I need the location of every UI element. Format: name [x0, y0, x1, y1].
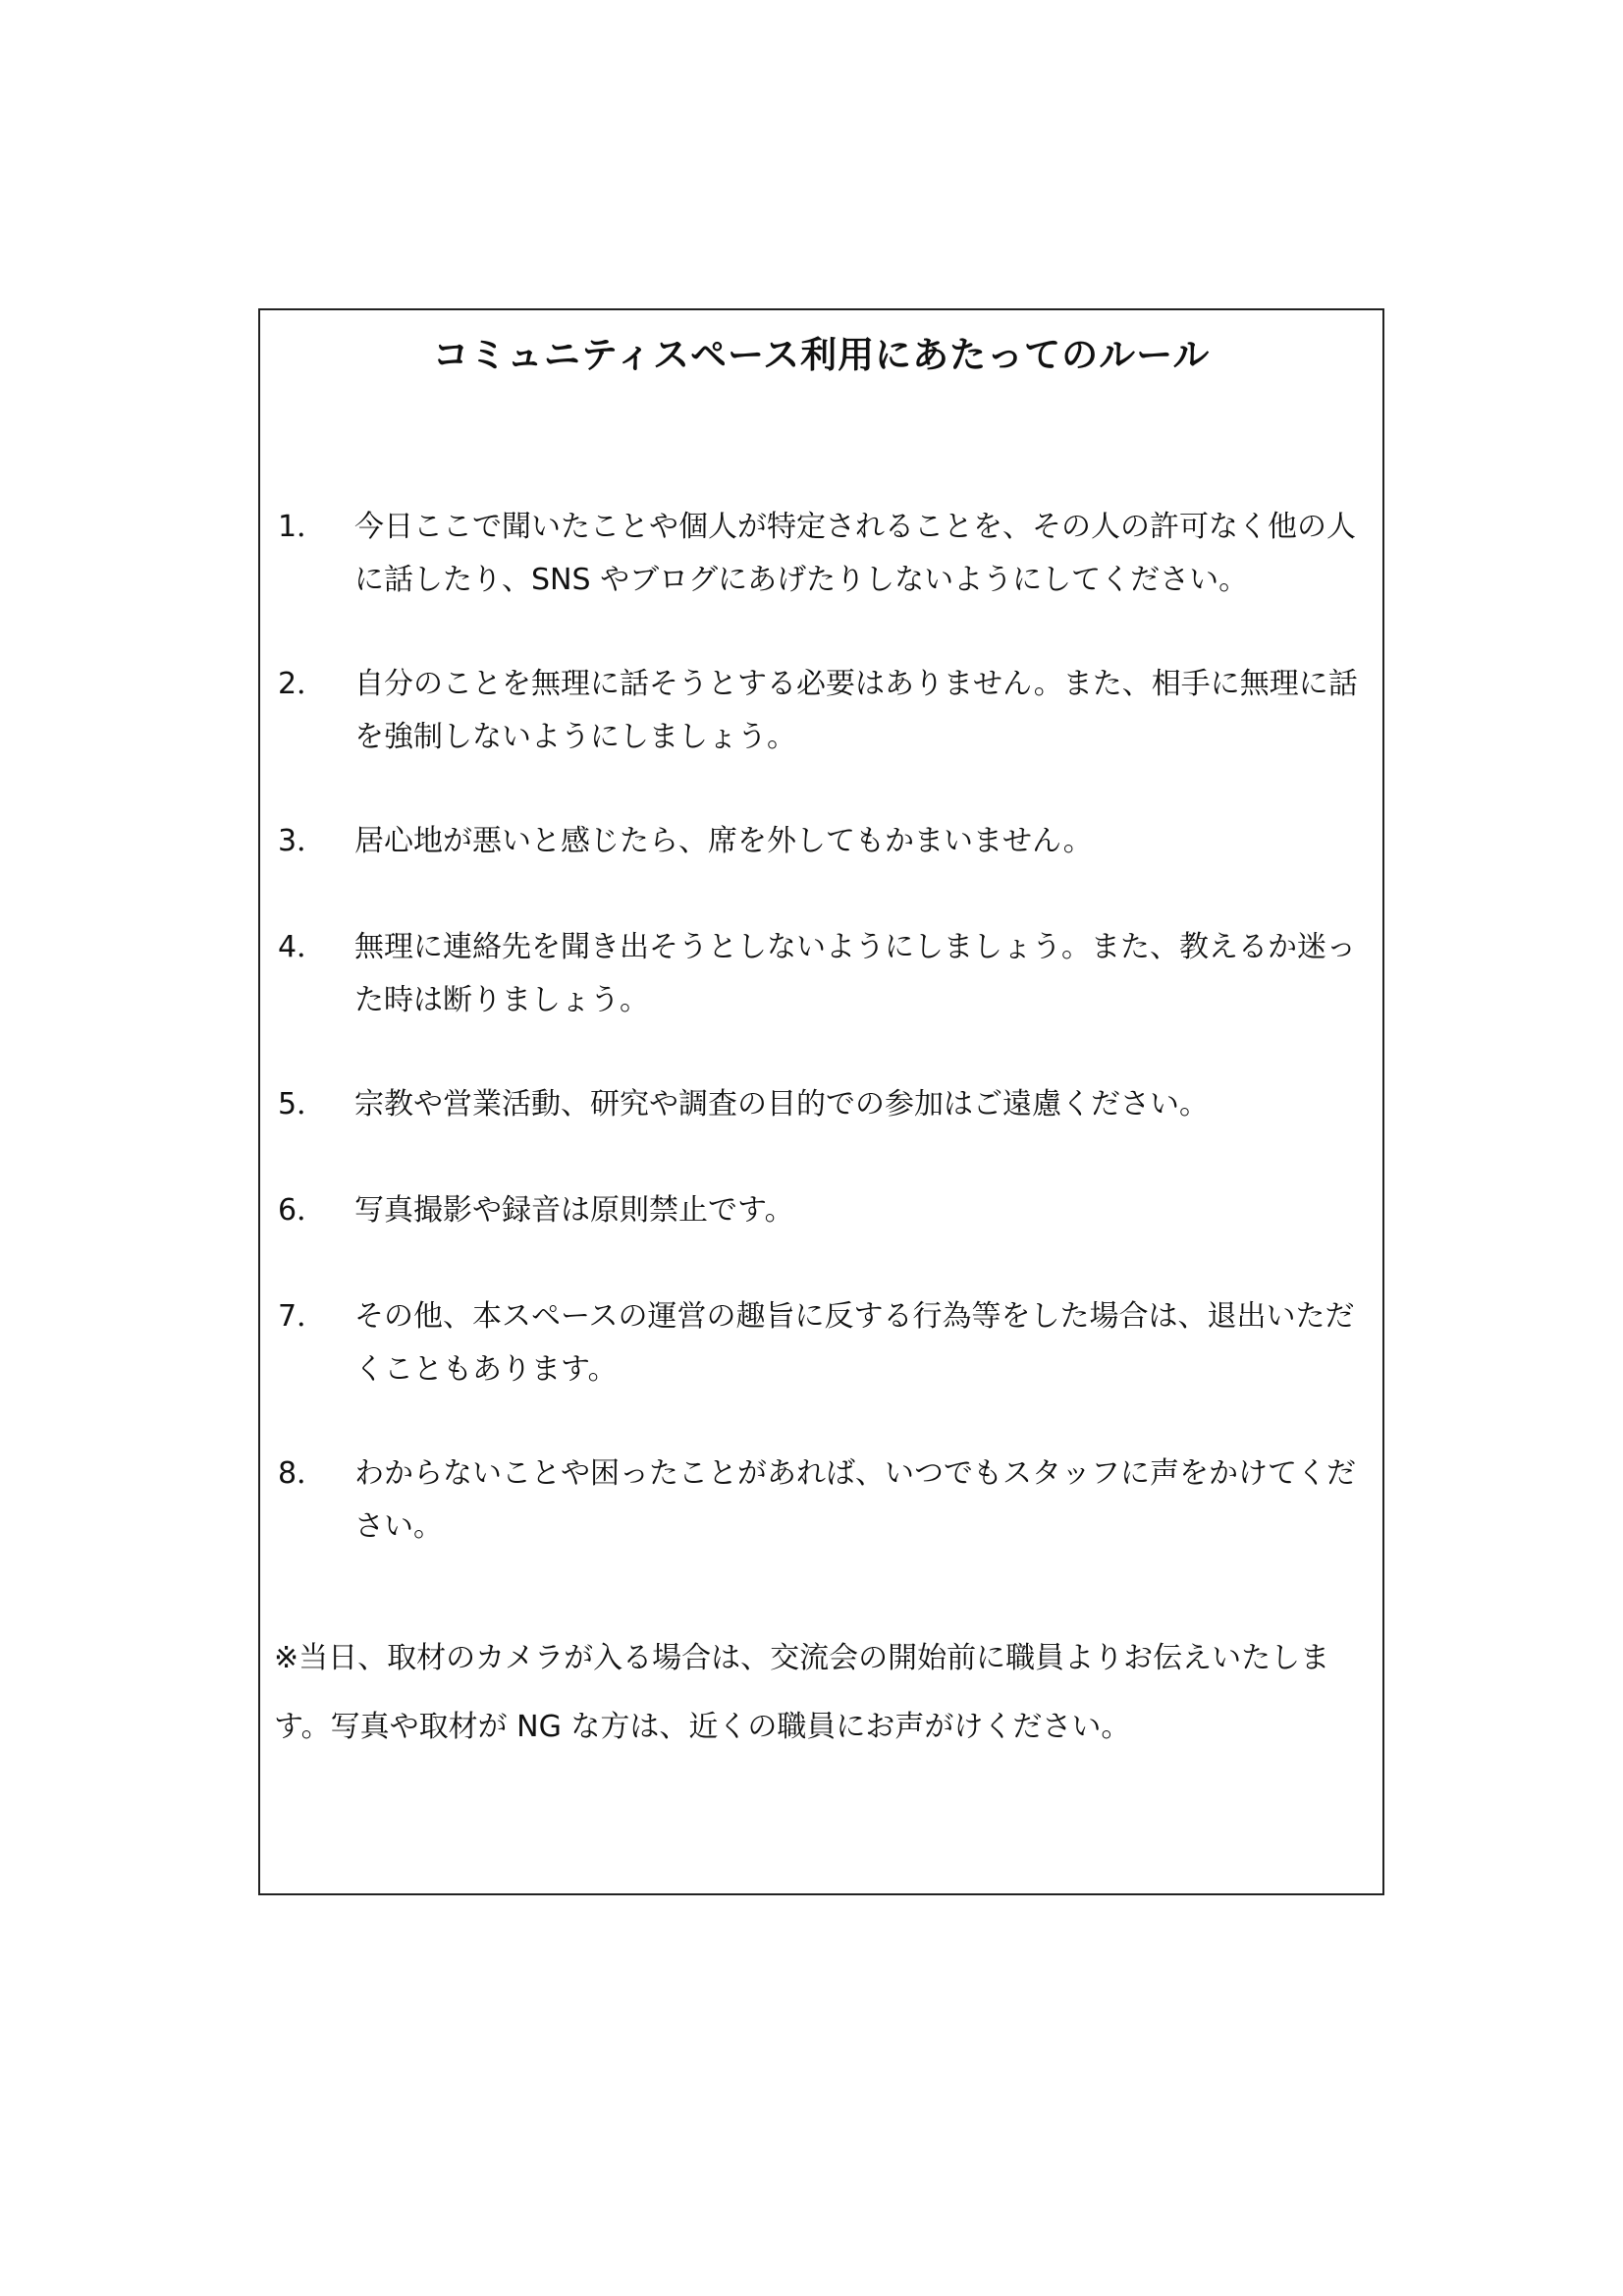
- rule-item-2: [278, 658, 1369, 764]
- rule-number: 5．: [278, 1087, 327, 1121]
- rule-item-8: [278, 1448, 1369, 1554]
- page-title: コミュニティスペース利用にあたってのルール: [432, 334, 1211, 376]
- rule-item-6: [278, 1184, 1369, 1237]
- rule-text: 居心地が悪いと感じたら、席を外してもかまいません。: [354, 824, 1093, 858]
- rule-text: わからないことや困ったことがあれば、いつでもスタッフに声をかけてください。: [354, 1456, 1356, 1544]
- rule-item-3: [278, 815, 1369, 868]
- rules-box: [258, 308, 1384, 1895]
- rules-list: [278, 501, 1369, 1605]
- rule-text: 宗教や営業活動、研究や調査の目的での参加はご遠慮ください。: [354, 1087, 1209, 1121]
- rule-text: 無理に連絡先を聞き出そうとしないようにしましょう。また、教えるか迷った時は断りましょう。: [354, 930, 1356, 1017]
- rule-text: その他、本スペースの運営の趣旨に反する行為等をした場合は、退出いただくこともあります。: [354, 1299, 1355, 1387]
- rule-number: 4．: [278, 930, 327, 964]
- rule-text: 今日ここで聞いたことや個人が特定されることを、その人の許可なく他の人に話したり、SNS やブログにあげたりしないようにしてください。: [354, 510, 1356, 597]
- rule-number: 6．: [278, 1193, 327, 1228]
- rule-number: 2．: [278, 667, 327, 701]
- rule-text: 写真撮影や録音は原則禁止です。: [354, 1193, 794, 1228]
- rule-number: 1．: [278, 510, 327, 544]
- rule-item-7: [278, 1290, 1369, 1396]
- rule-number: 7．: [278, 1299, 327, 1334]
- rule-number: 3．: [278, 824, 327, 858]
- note-text: ※当日、取材のカメラが入る場合は、交流会の開始前に職員よりお伝えいたします。写真や取材が NG な方は、近くの職員にお声がけください。: [274, 1641, 1330, 1744]
- rule-item-5: [278, 1078, 1369, 1131]
- rule-item-1: [278, 501, 1369, 607]
- rule-text: 自分のことを無理に話そうとする必要はありません。また、相手に無理に話を強制しないようにしましょう。: [354, 667, 1358, 754]
- rule-item-4: [278, 921, 1369, 1027]
- rule-number: 8．: [278, 1456, 327, 1491]
